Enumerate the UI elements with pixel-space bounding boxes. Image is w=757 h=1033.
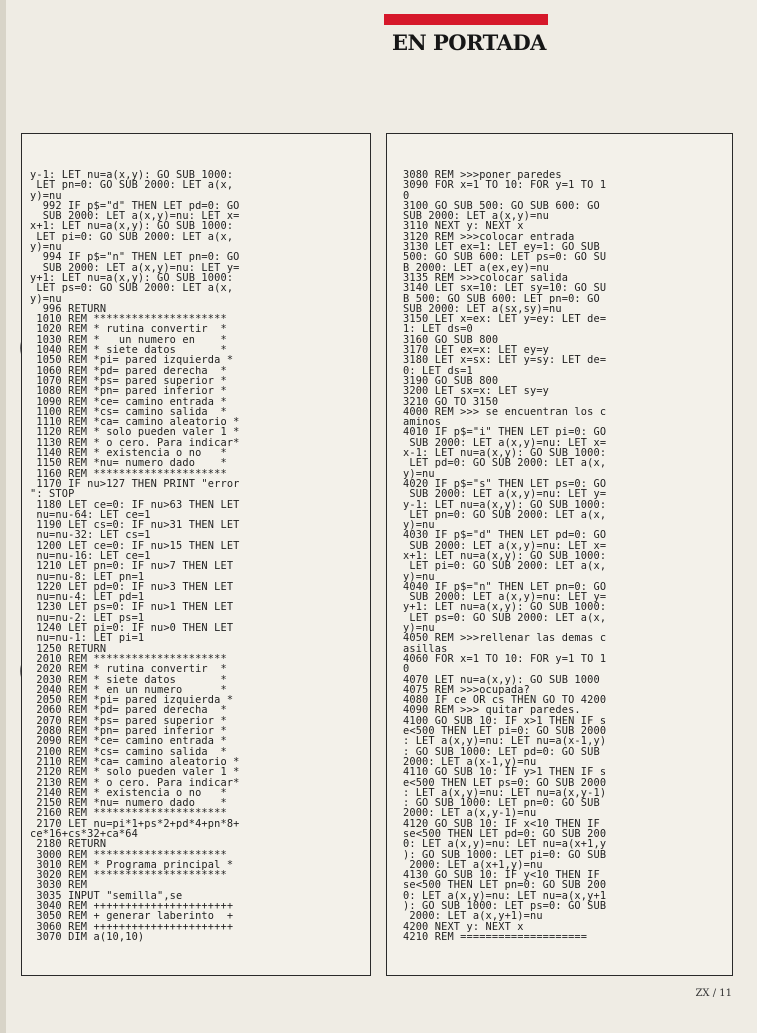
code-line: LET pn=0: GO SUB 2000: LET a(x,: [30, 179, 234, 192]
code-line: 1180 LET ce=0: IF nu>63 THEN LET: [30, 498, 240, 511]
code-line: ": STOP: [30, 488, 75, 501]
code-line: SUB 2000: LET a(sx,sy)=nu: [403, 302, 562, 315]
code-line: 2170 LET nu=pi*1+ps*2+pd*4+pn*8+: [30, 817, 240, 830]
code-line: 2140 REM * existencia o no *: [30, 786, 227, 799]
code-line: SUB 2000: LET a(x,y)=nu: LET y=: [403, 488, 607, 501]
code-line: 2020 REM * rutina convertir *: [30, 663, 227, 676]
code-line: 1020 REM * rutina convertir *: [30, 323, 227, 336]
code-line: SUB 2000: LET a(x,y)=nu: LET y=: [30, 261, 240, 274]
code-line: 3060 REM ++++++++++++++++++++++: [30, 920, 234, 933]
code-line: 3030 REM: [30, 879, 88, 892]
code-line: 1170 IF nu>127 THEN PRINT "error: [30, 477, 240, 490]
code-line: nu=nu-64: LET ce=1: [30, 508, 151, 521]
code-line: nu=nu-32: LET cs=1: [30, 529, 151, 542]
code-line: 2130 REM * o cero. Para indicar*: [30, 776, 240, 789]
code-line: 1210 LET pn=0: IF nu>7 THEN LET: [30, 560, 234, 573]
code-line: LET ps=0: GO SUB 2000: LET a(x,: [403, 611, 607, 624]
code-line: 3190 GO SUB 800: [403, 374, 499, 387]
code-line: ce*16+cs*32+ca*64: [30, 828, 138, 840]
code-line: 3080 REM >>>poner paredes: [403, 169, 562, 181]
code-line: 2160 REM *********************: [30, 807, 227, 820]
code-line: 1030 REM * un numero en *: [30, 333, 227, 346]
code-line: 1050 REM *pi= pared izquierda *: [30, 354, 234, 367]
page-folio: ZX / 11: [695, 988, 732, 999]
code-line: 3020 REM *********************: [30, 869, 227, 882]
code-line: 1090 REM *ce= camino entrada *: [30, 395, 227, 408]
code-line: LET pi=0: GO SUB 2000: LET a(x,: [403, 560, 607, 573]
basic-listing-left: [30, 170, 240, 942]
page-edge: [0, 0, 6, 1033]
code-line: 994 IF p$="n" THEN LET pn=0: GO: [30, 251, 240, 264]
code-line: 1220 LET pd=0: IF nu>3 THEN LET: [30, 580, 234, 593]
code-line: 1130 REM * o cero. Para indicar*: [30, 436, 240, 449]
code-line: 996 RETURN: [30, 302, 107, 315]
code-line: 3210 GO TO 3150: [403, 395, 499, 408]
code-line: e<500 THEN LET ps=0: GO SUB 2000: [403, 776, 607, 789]
code-line: 2000: LET a(x-1,y)=nu: [403, 755, 537, 768]
code-line: 4100 GO SUB 10: IF x>1 THEN IF s: [403, 714, 607, 727]
code-line: 3040 REM ++++++++++++++++++++++: [30, 900, 234, 913]
code-line: 2080 REM *pn= pared inferior *: [30, 725, 227, 738]
code-line: 4070 LET nu=a(x,y): GO SUB 1000: [403, 673, 600, 686]
code-line: 4090 REM >>> quitar paredes.: [403, 704, 581, 717]
code-line: 1140 REM * existencia o no *: [30, 447, 227, 460]
code-line: 2060 REM *pd= pared derecha *: [30, 704, 227, 717]
code-line: ): GO SUB 1000: LET pi=0: GO SUB: [403, 848, 607, 861]
code-line: 1230 LET ps=0: IF nu>1 THEN LET: [30, 601, 234, 614]
code-line: 2110 REM *ca= camino aleatorio *: [30, 755, 240, 768]
code-line: 1040 REM * siete datos *: [30, 344, 227, 357]
code-line: 4110 GO SUB 10: IF y>1 THEN IF s: [403, 766, 607, 779]
code-line: 3130 LET ex=1: LET ey=1: GO SUB: [403, 241, 600, 254]
code-line: y)=nu: [30, 189, 62, 202]
basic-listing-right: [403, 170, 606, 942]
code-line: 0: LET a(x,y)=nu: LET nu=a(x,y+1: [403, 889, 607, 902]
code-line: nu=nu-1: LET pi=1: [30, 632, 145, 645]
code-line: 2100 REM *cs= camino salida *: [30, 745, 227, 758]
code-line: : LET a(x,y)=nu: LET nu=a(x,y-1): [403, 786, 607, 799]
code-line: y)=nu: [30, 241, 62, 254]
section-color-bar: [384, 14, 548, 25]
code-line: 4060 FOR x=1 TO 10: FOR y=1 TO 1: [403, 652, 607, 665]
code-line: 1190 LET cs=0: IF nu>31 THEN LET: [30, 519, 240, 532]
code-line: 4000 REM >>> se encuentran los c: [403, 405, 607, 418]
code-line: 4080 IF ce OR cs THEN GO TO 4200: [403, 694, 607, 707]
code-line: x-1: LET nu=a(x,y): GO SUB 1000:: [403, 447, 607, 460]
code-line: 3150 LET x=ex: LET y=ey: LET de=: [403, 313, 607, 326]
code-line: : GO SUB 1000: LET pn=0: GO SUB: [403, 797, 600, 810]
code-line: B 500: GO SUB 600: LET pn=0: GO: [403, 292, 600, 305]
code-line: 3160 GO SUB 800: [403, 333, 499, 346]
code-line: e<500 THEN LET pi=0: GO SUB 2000: [403, 725, 607, 738]
code-line: 4020 IF p$="s" THEN LET ps=0: GO: [403, 477, 607, 490]
code-line: nu=nu-2: LET ps=1: [30, 611, 145, 624]
code-line: y-1: LET nu=a(x,y): GO SUB 1000:: [30, 169, 234, 181]
code-line: : GO SUB 1000: LET pd=0: GO SUB: [403, 745, 600, 758]
code-line: asillas: [403, 642, 448, 655]
code-line: x+1: LET nu=a(x,y): GO SUB 1000:: [30, 220, 234, 233]
code-line: SUB 2000: LET a(x,y)=nu: LET x=: [403, 436, 607, 449]
listing-column-right: [386, 133, 733, 976]
code-line: y)=nu: [403, 467, 435, 480]
code-line: y)=nu: [30, 292, 62, 305]
code-line: y-1: LET nu=a(x,y): GO SUB 1000:: [403, 498, 607, 511]
code-line: x+1: LET nu=a(x,y): GO SUB 1000:: [403, 549, 607, 562]
code-line: 2120 REM * solo pueden valer 1 *: [30, 766, 240, 779]
code-line: nu=nu-8: LET pn=1: [30, 570, 145, 583]
code-line: SUB 2000: LET a(x,y)=nu: [403, 210, 550, 223]
code-line: 3140 LET sx=10: LET sy=10: GO SU: [403, 282, 607, 295]
code-line: 3110 NEXT y: NEXT x: [403, 220, 524, 233]
code-line: LET pn=0: GO SUB 2000: LET a(x,: [403, 508, 607, 521]
code-line: se<500 THEN LET pd=0: GO SUB 200: [403, 828, 607, 840]
code-line: 4200 NEXT y: NEXT x: [403, 920, 524, 933]
section-title: EN PORTADA: [392, 30, 546, 55]
code-line: 4030 IF p$="d" THEN LET pd=0: GO: [403, 529, 607, 542]
listing-column-left: [21, 133, 371, 976]
code-line: 2070 REM *ps= pared superior *: [30, 714, 227, 727]
code-line: y)=nu: [403, 622, 435, 635]
code-line: nu=nu-4: LET pd=1: [30, 591, 145, 604]
code-line: 2180 RETURN: [30, 838, 107, 851]
code-line: 2050 REM *pi= pared izquierda *: [30, 694, 234, 707]
code-line: 0: LET ds=1: [403, 364, 473, 377]
code-line: 2030 REM * siete datos *: [30, 673, 227, 686]
code-line: 2150 REM *nu= numero dado *: [30, 797, 227, 810]
code-line: 1: LET ds=0: [403, 323, 473, 336]
code-line: 3050 REM + generar laberinto +: [30, 910, 234, 923]
code-line: y+1: LET nu=a(x,y): GO SUB 1000:: [30, 271, 234, 284]
code-line: SUB 2000: LET a(x,y)=nu: LET x=: [403, 539, 607, 552]
code-line: 1100 REM *cs= camino salida *: [30, 405, 227, 418]
code-line: LET pd=0: GO SUB 2000: LET a(x,: [403, 457, 607, 470]
code-line: 4040 IF p$="n" THEN LET pn=0: GO: [403, 580, 607, 593]
code-line: nu=nu-16: LET ce=1: [30, 549, 151, 562]
code-line: 2010 REM *********************: [30, 652, 227, 665]
code-line: ): GO SUB 1000: LET ps=0: GO SUB: [403, 900, 607, 913]
code-line: 3000 REM *********************: [30, 848, 227, 861]
code-line: 2000: LET a(x+1,y)=nu: [403, 858, 543, 871]
code-line: 0: [403, 663, 410, 676]
code-line: 500: GO SUB 600: LET ps=0: GO SU: [403, 251, 607, 264]
code-line: 2040 REM * en un numero *: [30, 683, 227, 696]
code-line: 4010 IF p$="i" THEN LET pi=0: GO: [403, 426, 607, 439]
code-line: B 2000: LET a(ex,ey)=nu: [403, 261, 550, 274]
code-line: SUB 2000: LET a(x,y)=nu: LET x=: [30, 210, 240, 223]
code-line: 1080 REM *pn= pared inferior *: [30, 385, 227, 398]
code-line: 4050 REM >>>rellenar las demas c: [403, 632, 607, 645]
code-line: 3120 REM >>>colocar entrada: [403, 230, 575, 243]
code-line: 2000: LET a(x,y+1)=nu: [403, 910, 543, 923]
code-line: 3200 LET sx=x: LET sy=y: [403, 385, 550, 398]
code-line: 1110 REM *ca= camino aleatorio *: [30, 416, 240, 429]
code-line: 992 IF p$="d" THEN LET pd=0: GO: [30, 199, 240, 212]
code-line: aminos: [403, 416, 442, 429]
code-line: 3135 REM >>>colocar salida: [403, 271, 569, 284]
code-line: 3070 DIM a(10,10): [30, 930, 145, 943]
code-line: 3180 LET x=sx: LET y=sy: LET de=: [403, 354, 607, 367]
code-line: 3100 GO SUB 500: GO SUB 600: GO: [403, 199, 600, 212]
code-line: 4210 REM ====================: [403, 930, 588, 943]
code-line: 3170 LET ex=x: LET ey=y: [403, 344, 550, 357]
code-line: SUB 2000: LET a(x,y)=nu: LET y=: [403, 591, 607, 604]
code-line: 0: [403, 189, 410, 202]
code-line: 1150 REM *nu= numero dado *: [30, 457, 227, 470]
code-line: 3090 FOR x=1 TO 10: FOR y=1 TO 1: [403, 179, 607, 192]
code-line: LET ps=0: GO SUB 2000: LET a(x,: [30, 282, 234, 295]
code-line: 0: LET a(x,y)=nu: LET nu=a(x+1,y: [403, 838, 607, 851]
code-line: 3010 REM * Programa principal *: [30, 858, 234, 871]
code-line: 1240 LET pi=0: IF nu>0 THEN LET: [30, 622, 234, 635]
code-line: 1120 REM * solo pueden valer 1 *: [30, 426, 240, 439]
code-line: 1160 REM *********************: [30, 467, 227, 480]
code-line: y+1: LET nu=a(x,y): GO SUB 1000:: [403, 601, 607, 614]
code-line: 1060 REM *pd= pared derecha *: [30, 364, 227, 377]
code-line: y)=nu: [403, 519, 435, 532]
code-line: LET pi=0: GO SUB 2000: LET a(x,: [30, 230, 234, 243]
code-line: 4075 REM >>>ocupada?: [403, 683, 530, 696]
code-line: se<500 THEN LET pn=0: GO SUB 200: [403, 879, 607, 892]
code-line: 1070 REM *ps= pared superior *: [30, 374, 227, 387]
code-line: 1250 RETURN: [30, 642, 107, 655]
code-line: 4130 GO SUB 10: IF y<10 THEN IF: [403, 869, 600, 882]
code-line: 1200 LET ce=0: IF nu>15 THEN LET: [30, 539, 240, 552]
code-line: y)=nu: [403, 570, 435, 583]
code-line: 4120 GO SUB 10: IF x<10 THEN IF: [403, 817, 600, 830]
code-line: 3035 INPUT "semilla",se: [30, 889, 183, 902]
code-line: 2000: LET a(x,y-1)=nu: [403, 807, 537, 820]
code-line: : LET a(x,y)=nu: LET nu=a(x-1,y): [403, 735, 607, 748]
code-line: 2090 REM *ce= camino entrada *: [30, 735, 227, 748]
code-line: 1010 REM *********************: [30, 313, 227, 326]
